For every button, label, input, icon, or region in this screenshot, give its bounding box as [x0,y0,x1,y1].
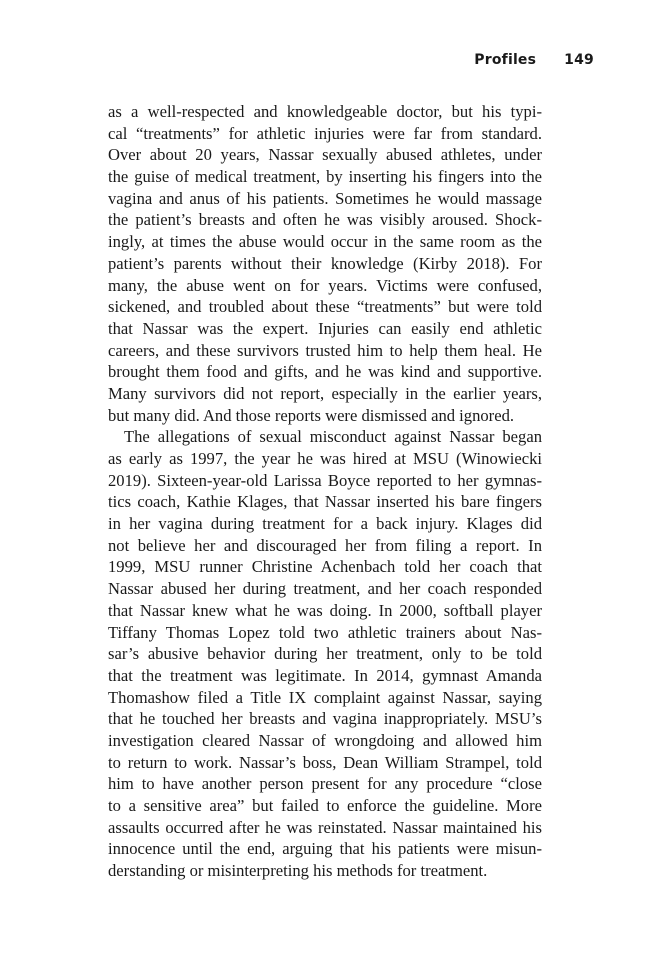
text-line: Tiffany Thomas Lopez told two athletic trainers about Nas- [108,622,542,642]
text-line: that Nassar was the expert. Injuries can easily end athletic [108,318,542,338]
text-line: sickened, and troubled about these “treatments” but were told [108,297,542,317]
text-line: sar’s abusive behavior during her treatment, only to be told [108,644,542,664]
text-line: innocence until the end, arguing that his patients were misun- [108,839,542,859]
text-line: Thomashow filed a Title IX complaint against Nassar, saying [108,687,542,707]
text-line: Over about 20 years, Nassar sexually abused athletes, under [108,145,542,165]
running-header [474,52,594,68]
text-line: as a well-respected and knowledgeable doctor, but his typi- [108,102,542,121]
text-line: the guise of medical treatment, by inserting his fingers into the [108,167,542,187]
text-line: many, the abuse went on for years. Victims were confused, [108,275,542,295]
page-number: 149 [564,52,594,68]
text-line: Many survivors did not report, especially in the earlier years, [108,383,542,403]
text-line: tics coach, Kathie Klages, that Nassar inserted his bare fingers [108,492,542,512]
text-line: 2019). Sixteen-year-old Larissa Boyce reported to her gymnas- [108,470,542,490]
text-line: assaults occurred after he was reinstated. Nassar maintained his [108,817,542,837]
text-line: cal “treatments” for athletic injuries were far from standard. [108,123,542,143]
paragraph-end-line: derstanding or misinterpreting his methods for treatment. [108,861,488,881]
paragraph-start-line: The allegations of sexual misconduct against Nassar began [124,427,542,447]
text-line: that Nassar knew what he was doing. In 2000, softball player [108,600,542,620]
text-line: patient’s parents without their knowledge (Kirby 2018). For [108,253,542,273]
text-line: 1999, MSU runner Christine Achenbach told her coach that [108,557,542,577]
text-line: the patient’s breasts and often he was visibly aroused. Shock- [108,210,542,230]
paragraph-end-line: but many did. And those reports were dismissed and ignored. [108,405,515,425]
text-line: in her vagina during treatment for a back injury. Klages did [108,514,542,534]
text-line: Nassar abused her during treatment, and her coach responded [108,579,542,599]
body-text [108,101,542,882]
text-line: that the treatment was legitimate. In 2014, gymnast Amanda [108,665,542,685]
text-line: that he touched her breasts and vagina inappropriately. MSU’s [108,709,542,729]
text-line: brought them food and gifts, and he was kind and supportive. [108,362,542,382]
text-line: vagina and anus of his patients. Sometimes he would massage [108,188,542,208]
text-line: to return to work. Nassar’s boss, Dean William Strampel, told [108,752,542,772]
text-line: to a sensitive area” but failed to enforce the guideline. More [108,796,542,815]
text-line: investigation cleared Nassar of wrongdoing and allowed him [108,730,542,750]
text-line: him to have another person present for any procedure “close [108,774,542,794]
text-line: ingly, at times the abuse would occur in the same room as the [108,232,542,252]
text-line: not believe her and discouraged her from filing a report. In [108,535,542,555]
section-title: Profiles [474,52,537,68]
text-line: as early as 1997, the year he was hired at MSU (Winowiecki [108,449,542,468]
text-line: careers, and these survivors trusted him to help them heal. He [108,340,542,360]
